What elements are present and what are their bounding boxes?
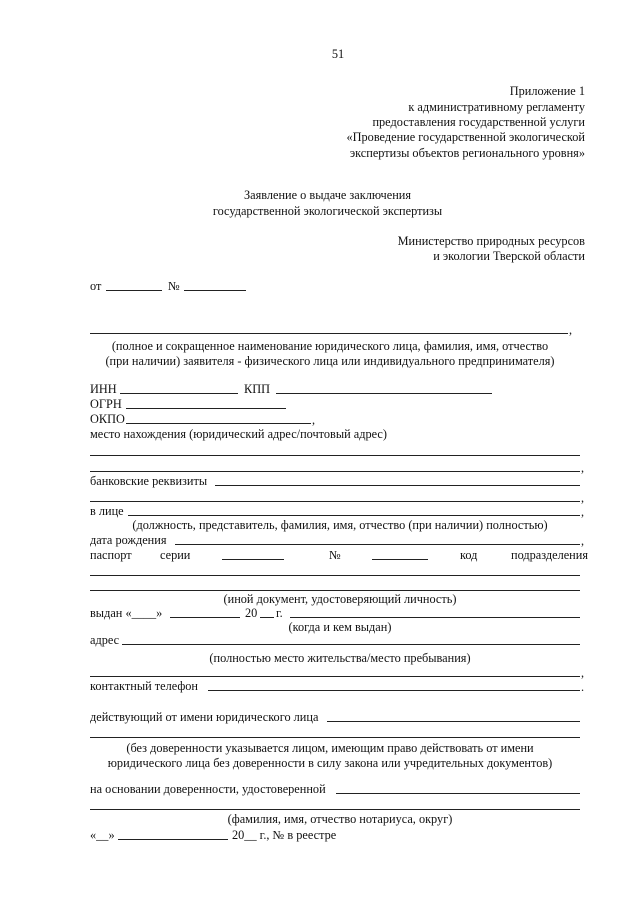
page-number: 51: [331, 47, 345, 61]
document-title-line-2: государственной экологической экспертизы: [212, 204, 443, 218]
applicant-name-field[interactable]: [90, 333, 568, 334]
notary-hint: (фамилия, имя, отчество нотариуса, округ): [227, 812, 453, 826]
comma: ,: [581, 505, 585, 519]
other-doc-field-1[interactable]: [90, 575, 580, 576]
proxy-field-2[interactable]: [90, 809, 580, 810]
comma: ,: [581, 491, 585, 505]
birth-label: дата рождения: [90, 533, 167, 547]
kpp-label: КПП: [244, 382, 270, 396]
issued-by-field[interactable]: [290, 617, 580, 618]
number-label: №: [168, 279, 180, 293]
bank-label: банковские реквизиты: [90, 474, 208, 488]
applicant-hint-2: (при наличии) заявителя - физического лица или индивидуального предпринимателя): [105, 354, 555, 368]
address-field[interactable]: [122, 644, 580, 645]
comma: ,: [581, 666, 585, 680]
proxy-field[interactable]: [336, 793, 580, 794]
document-title-line-1: Заявление о выдаче заключения: [243, 188, 412, 202]
appendix-line-3: предоставления государственной услуги: [372, 115, 585, 129]
addressee-line-1: Министерство природных ресурсов: [397, 234, 585, 248]
from-label: от: [90, 279, 102, 293]
ogrn-label: ОГРН: [90, 397, 122, 411]
number-field[interactable]: [184, 290, 246, 291]
bank-field-1[interactable]: [215, 485, 580, 486]
acting-hint-2: юридического лица без доверенности в силу закона или учредительных документов): [107, 756, 553, 770]
phone-label: контактный телефон: [90, 679, 199, 693]
bank-field-2[interactable]: [90, 501, 580, 502]
subdivision-label: подразделения: [511, 548, 588, 562]
acting-field[interactable]: [327, 721, 580, 722]
passport-label: паспорт: [90, 548, 132, 562]
address-field-2[interactable]: [90, 676, 580, 677]
birth-field[interactable]: [175, 544, 580, 545]
passport-number-field[interactable]: [372, 559, 428, 560]
person-hint: (должность, представитель, фамилия, имя, отчество (при наличии) полностью): [132, 518, 548, 532]
person-field[interactable]: [128, 515, 580, 516]
acting-label: действующий от имени юридического лица: [90, 710, 319, 724]
okpo-field[interactable]: [126, 423, 311, 424]
series-label: серии: [160, 548, 191, 562]
ogrn-field[interactable]: [126, 408, 286, 409]
addressee-line-2: и экологии Тверской области: [433, 249, 585, 263]
kpp-field[interactable]: [276, 393, 492, 394]
appendix-line-2: к административному регламенту: [408, 100, 585, 114]
proxy-label: на основании доверенности, удостоверенной: [90, 782, 326, 796]
issued-year-field[interactable]: [260, 617, 274, 618]
comma: ,: [312, 413, 316, 427]
appendix-line-1: Приложение 1: [509, 84, 585, 98]
other-doc-hint: (иной документ, удостоверяющий личность): [223, 592, 457, 606]
person-label: в лице: [90, 504, 124, 518]
registry-day: «__»: [90, 828, 115, 842]
location-label: место нахождения (юридический адрес/почтовый адрес): [90, 427, 387, 441]
acting-hint-1: (без доверенности указывается лицом, имеющим право действовать от имени: [126, 741, 534, 755]
year-suffix: г.: [276, 606, 283, 620]
inn-label: ИНН: [90, 382, 117, 396]
issued-label: выдан «____»: [90, 606, 163, 620]
issued-hint: (когда и кем выдан): [288, 620, 392, 634]
comma: ,: [581, 534, 585, 548]
comma: ,: [569, 323, 573, 337]
code-label: код: [460, 548, 478, 562]
passport-number-label: №: [329, 548, 341, 562]
address-hint: (полностью место жительства/место пребывания): [209, 651, 471, 665]
inn-field[interactable]: [120, 393, 238, 394]
year-prefix: 20: [245, 606, 258, 620]
address-label: адрес: [90, 633, 120, 647]
okpo-label: ОКПО: [90, 412, 125, 426]
applicant-hint-1: (полное и сокращенное наименование юридического лица, фамилия, имя, отчество: [111, 339, 549, 353]
registry-month-field[interactable]: [118, 839, 228, 840]
issued-month-field[interactable]: [170, 617, 240, 618]
period: .: [581, 680, 585, 694]
registry-year: 20__ г., № в реестре: [232, 828, 337, 842]
location-field-2[interactable]: [90, 471, 580, 472]
date-field[interactable]: [106, 290, 162, 291]
location-field-1[interactable]: [90, 455, 580, 456]
series-field[interactable]: [222, 559, 284, 560]
comma: ,: [581, 461, 585, 475]
appendix-line-4: «Проведение государственной экологической: [346, 130, 585, 144]
phone-field[interactable]: [208, 690, 580, 691]
appendix-line-5: экспертизы объектов регионального уровня»: [349, 146, 585, 160]
other-doc-field-2[interactable]: [90, 590, 580, 591]
acting-field-2[interactable]: [90, 737, 580, 738]
